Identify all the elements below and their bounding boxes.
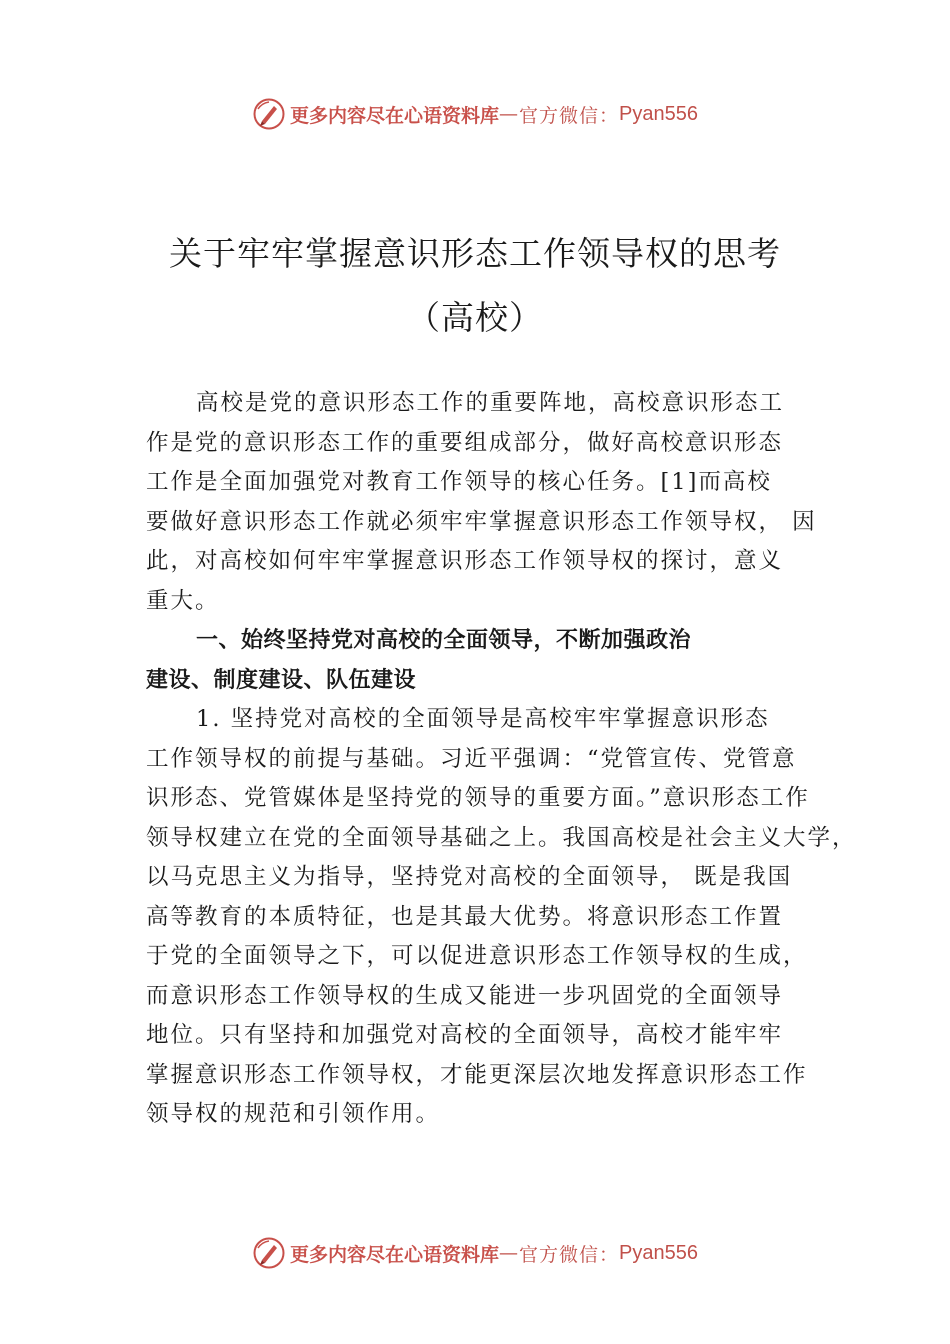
watermark-main-text: 更多内容尽在心语资料库: [290, 104, 500, 127]
text-line: 领导权的规范和引领作用。: [146, 1101, 441, 1127]
pen-logo-icon: [252, 97, 286, 131]
heading-line: 一、始终坚持党对高校的全面领导，不断加强政治: [196, 628, 692, 653]
watermark-banner-bottom: [0, 1231, 950, 1275]
text-line: 识形态、党管媒体是坚持党的领导的重要方面。”意识形态工作: [146, 785, 810, 811]
watermark-wechat-id: Pyan556: [619, 102, 698, 125]
text-line: 高校是党的意识形态工作的重要阵地，高校意识形态工: [196, 390, 785, 416]
text-line: 而意识形态工作领导权的生成又能进一步巩固党的全面领导: [146, 982, 784, 1009]
text-line: 要做好意识形态工作就必须牢牢掌握意识形态工作领导权， 因: [146, 508, 817, 535]
document-body: [146, 384, 857, 1135]
watermark-sub-text: 官方微信：: [519, 1243, 620, 1266]
text-line: 地位。只有坚持和加强党对高校的全面领导，高校才能牢牢: [146, 1022, 784, 1048]
watermark-dash: —: [499, 1242, 520, 1264]
text-line: 作是党的意识形态工作的重要组成部分，做好高校意识形态: [146, 429, 784, 456]
pen-logo-icon: [252, 1236, 286, 1270]
text-line: 重大。: [146, 587, 220, 614]
text-line: 领导权建立在党的全面领导基础之上。我国高校是社会主义大学，: [146, 824, 857, 851]
text-line: 以马克思主义为指导，坚持党对高校的全面领导， 既是我国: [146, 864, 793, 890]
section-heading-1: [146, 621, 836, 700]
text-line: 工作是全面加强党对教育工作领导的核心任务。[1]而高校: [146, 469, 772, 495]
text-line: 1. 坚持党对高校的全面领导是高校牢牢掌握意识形态: [196, 706, 770, 732]
text-line: 工作领导权的前提与基础。习近平强调：“党管宣传、党管意: [146, 745, 797, 772]
text-line: 高等教育的本质特征，也是其最大优势。将意识形态工作置: [146, 903, 784, 930]
document-title: 关于牢牢掌握意识形态工作领导权的思考: [169, 234, 781, 273]
document-subtitle: （高校）: [407, 298, 543, 337]
watermark-sub-text: 官方微信：: [519, 104, 620, 127]
text-line: 于党的全面领导之下，可以促进意识形态工作领导权的生成，: [146, 943, 808, 969]
heading-line: 建设、制度建设、队伍建设: [146, 667, 417, 693]
watermark-banner-top: [0, 92, 950, 136]
text-line: 掌握意识形态工作领导权，才能更深层次地发挥意识形态工作: [146, 1061, 808, 1088]
watermark-wechat-id: Pyan556: [619, 1241, 698, 1264]
watermark-dash: —: [499, 103, 520, 125]
paragraph-point-1: [146, 700, 857, 1135]
text-line: 此，对高校如何牢牢掌握意识形态工作领导权的探讨，意义: [146, 548, 784, 574]
watermark-main-text: 更多内容尽在心语资料库: [290, 1243, 500, 1266]
paragraph-intro: [146, 384, 836, 621]
